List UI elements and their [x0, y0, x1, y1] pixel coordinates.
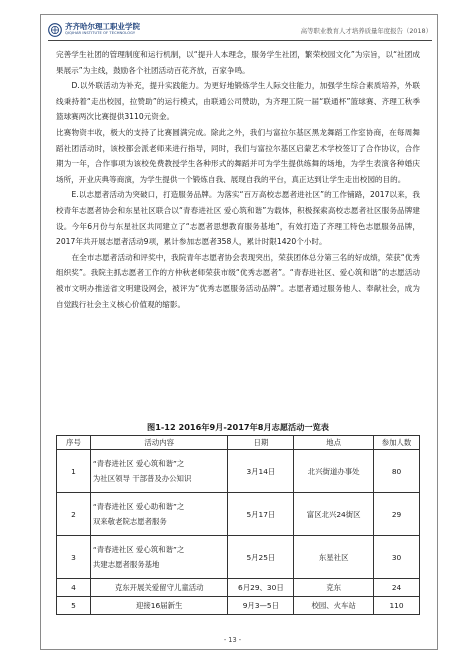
row-count: 24	[374, 579, 420, 597]
row-no: 1	[57, 450, 91, 493]
row-content-line: “青春进社区 爱心助和谐”之	[92, 501, 185, 511]
page-header	[48, 22, 432, 41]
row-content: 迎接16届新生	[90, 597, 228, 615]
row-content-line: 双来敬老院志愿者服务	[92, 517, 167, 526]
row-no: 4	[57, 579, 91, 597]
row-content: 克东开展关爱留守儿童活动	[90, 579, 228, 597]
header-count: 参加人数	[374, 436, 420, 450]
table-row	[57, 493, 420, 536]
row-date: 9月3—5日	[228, 597, 294, 615]
header-date: 日期	[228, 436, 294, 450]
school-name: 齐齐哈尔理工职业学院	[65, 22, 140, 31]
row-count: 80	[374, 450, 420, 493]
activities-table	[56, 435, 420, 615]
row-content	[90, 536, 228, 579]
paragraph: 完善学生社团的管理制度和运行机制，以“提升人本理念，服务学生社团，繁荣校园文化”为宗旨，以“社团成果展示”为主线，鼓励各个社团活动百花齐放，百家争鸣。	[56, 50, 420, 75]
row-place: 东星社区	[294, 536, 374, 579]
table-row	[57, 536, 420, 579]
school-logo-icon	[48, 23, 62, 37]
row-place: 克东	[294, 579, 374, 597]
row-no: 3	[57, 536, 91, 579]
row-content	[90, 450, 228, 493]
table-header-row	[57, 436, 420, 450]
table-row	[57, 597, 420, 615]
row-content-line: 共建志愿者服务基地	[92, 560, 160, 569]
row-place: 北兴街道办事处	[294, 450, 374, 493]
row-date: 3月14日	[228, 450, 294, 493]
row-date: 5月17日	[228, 493, 294, 536]
table-title: 图1-12 2016年9月-2017年8月志愿活动一览表	[147, 422, 329, 432]
row-content-line: 为社区领导 干部普及办公知识	[92, 474, 192, 483]
page-number: - 13 -	[223, 636, 242, 644]
paragraph: 在全市志愿者活动和评奖中，我院青年志愿者协会表现突出，荣获团体总分第三名的好成绩，荣获“优秀组织奖”。我院主抓志愿者工作的方仲秋老师荣获市级“优秀志愿者”。“青春进社区、爱心筑和谐”的志愿活动被市文明办推送省文明建设网会，被评为“优秀志愿服务活动品牌”。志愿者通过服务他人、奉献社会，成为自觉践行社会主义核心价值观的缩影。	[56, 252, 420, 309]
table-row	[57, 579, 420, 597]
paragraph: 比赛物资丰收，极大的支持了比赛圆满完成。除此之外，我们与富拉尔基区黑龙舞蹈工作室协商，在每周舞蹈社团活动时，该校都会派老师来进行指导，同时，我们与富拉尔基区启蒙艺术学校签订了合作协议，合作期为一年，合作事项为该校免费教授学生各种形式的舞蹈并可为学生提供练舞的场地，为学生表演各种婚庆场所，开业庆典等商演，为学生提供一个锻炼自我、展现自我的平台，真正达到让学生走出校园的目的。	[56, 127, 420, 184]
row-content-line: “青春进社区 爱心筑和谐”之	[92, 544, 185, 554]
row-no: 5	[57, 597, 91, 615]
row-date: 6月29、30日	[228, 579, 294, 597]
header-place: 地点	[294, 436, 374, 450]
header-no: 序号	[57, 436, 91, 450]
paragraph: D.以外联活动为补充，提升实践能力。为更好地锻炼学生人际交往能力，加强学生综合素质培养，外联线秉持着“走出校园，拉赞助”的运行模式，由联通公司赞助，为齐理工院一届“联通杯”篮球赛、齐理工秋季篮球赛两次比赛提供3110元资金。	[56, 81, 420, 122]
row-count: 30	[374, 536, 420, 579]
row-date: 5月25日	[228, 536, 294, 579]
row-content-line: “青春进社区 爱心筑和谐”之	[92, 458, 185, 468]
row-count: 110	[374, 597, 420, 615]
row-no: 2	[57, 493, 91, 536]
table-row	[57, 450, 420, 493]
row-count: 29	[374, 493, 420, 536]
paragraph: E.以志愿者活动为突破口，打造服务品牌。为落实“百万高校志愿者进社区”的工作铺路，2017以来，我校青年志愿者协会和东星社区联合以“青春进社区 爱心筑和谐”为载体，积极探索高校志愿者社区服务品牌建设。今年6月份与东星社区共同建立了“志愿者思想教育服务基地”，有效打造了齐理工特色志愿服务品牌，2017年共开展志愿者活动9项，累计参加志愿者358人，累计时限1420个小时。	[56, 190, 420, 247]
body-text	[56, 47, 420, 312]
row-place: 富区北兴24街区	[294, 493, 374, 536]
report-title: 高等职业教育人才培养质量年度报告（2018）	[300, 27, 432, 35]
row-place: 校园、火车站	[294, 597, 374, 615]
row-content	[90, 493, 228, 536]
header-content: 活动内容	[90, 436, 228, 450]
school-name-en: QIQIHAR INSTITUTE OF TECHNOLOGY	[65, 31, 136, 35]
